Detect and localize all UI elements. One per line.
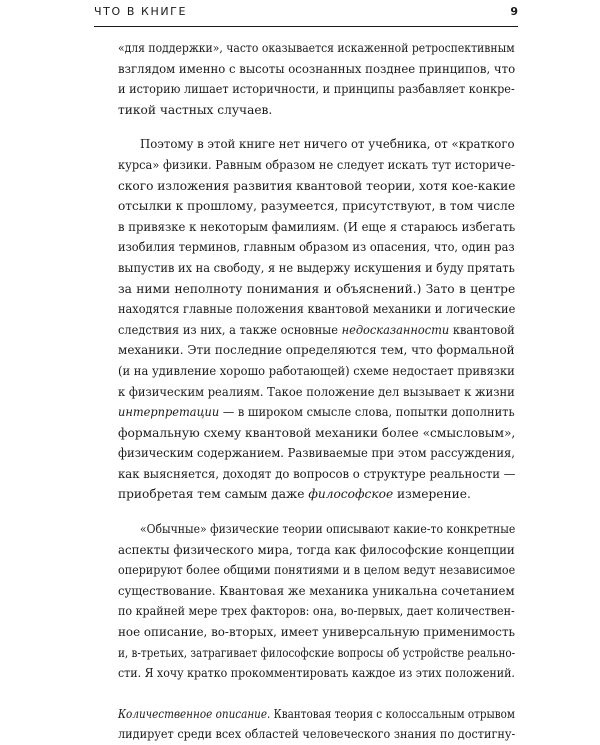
text-line: к физическим реалиям. Такое положение дел вызывает к жизни xyxy=(118,384,515,399)
page-number: 9 xyxy=(510,5,518,18)
book-page-text xyxy=(118,38,515,745)
text-line: взглядом именно с высоты осознанных позднее принципов, что xyxy=(118,61,516,76)
text-line: физическим содержанием. Развиваемые при этом рассуждения, xyxy=(118,446,515,461)
text-line: сти. Я хочу кратко прокомментировать каждое из этих положений. xyxy=(118,666,515,681)
section-gap xyxy=(118,684,515,704)
text-line: за ними неполноту понимания и объяснений.) Зато в центре xyxy=(118,281,516,296)
text-line: находятся главные положения квантовой механики и логические xyxy=(118,302,516,317)
text-run: приобретая тем самым даже xyxy=(118,487,309,502)
paragraph-gap xyxy=(118,505,515,519)
text-line: (и на удивление хорошо работающей) схеме недостает привязки xyxy=(118,363,515,378)
text-line: как выясняется, доходят до вопросов о структуре реальности — xyxy=(118,466,516,481)
paragraph-2 xyxy=(118,134,515,505)
running-header xyxy=(94,3,518,21)
text-line: формальную схему квантовой механики более «смысловым», xyxy=(118,425,516,440)
text-line: ского изложения развития квантовой теории, хотя кое-какие xyxy=(118,178,516,193)
text-line xyxy=(118,402,515,423)
italic-term: недосказанности xyxy=(341,322,450,337)
paragraph-gap xyxy=(118,120,515,134)
text-run: — в широком смысле слова, попытки дополнить xyxy=(219,405,515,420)
text-run: измерение. xyxy=(393,487,471,502)
text-line xyxy=(118,484,515,505)
italic-term: философское xyxy=(308,487,394,502)
text-line: механики. Эти последние определяются тем, что формальной xyxy=(118,343,515,358)
text-line: и историю лишает историчности, и принципы разбавляет конкре- xyxy=(118,82,515,97)
text-line: оперируют более общими понятиями и в целом ведут независимое xyxy=(118,563,516,578)
header-rule xyxy=(94,26,518,27)
italic-term: интерпретации xyxy=(118,405,220,420)
text-run: квантовой xyxy=(449,322,515,337)
text-line: по крайней мере трех факторов: она, во-первых, дает количествен- xyxy=(118,604,515,619)
running-title: ЧТО В КНИГЕ xyxy=(94,5,188,18)
text-line: ное описание, во-вторых, имеет универсальную применимость xyxy=(118,625,516,640)
text-line: отсылки к прошлому, разумеется, присутствуют, в том числе xyxy=(118,199,515,214)
text-line: курса» физики. Равным образом не следует искать тут историче- xyxy=(118,157,515,172)
paragraph-1 xyxy=(118,38,515,120)
text-run: . Квантовая теория с колоссальным отрывом xyxy=(267,706,516,721)
text-line: и, в-третьих, затрагивает философские вопросы об устройстве реально- xyxy=(118,645,516,660)
text-run: следствия из них, а также основные xyxy=(118,322,338,337)
text-line: изобилия терминов, главным образом из опасения, что, один раз xyxy=(118,240,515,255)
text-line: в привязке к некоторым фамилиям. (И еще я стараюсь избегать xyxy=(118,219,516,234)
italic-term: Количественное описание xyxy=(118,706,268,721)
paragraph-3 xyxy=(118,519,515,684)
text-line: тикой частных случаев. xyxy=(118,102,273,117)
text-line xyxy=(118,704,516,725)
paragraph-4 xyxy=(118,704,515,745)
text-line: аспекты физического мира, тогда как философские концепции xyxy=(118,542,515,557)
text-line xyxy=(118,320,515,341)
text-line: «Обычные» физические теории описывают какие-то конкретные xyxy=(139,522,516,537)
text-line: лидирует среди всех областей человеческого знания по достигну- xyxy=(118,727,516,742)
text-line: «для поддержки», часто оказывается искаженной ретроспективным xyxy=(118,41,515,55)
text-line: существование. Квантовая же механика уникальна сочетанием xyxy=(118,583,515,598)
text-line: Поэтому в этой книге нет ничего от учебника, от «краткого xyxy=(139,137,515,152)
text-line: выпустив их на свободу, я не выдержу искушения и буду прятать xyxy=(118,260,515,275)
